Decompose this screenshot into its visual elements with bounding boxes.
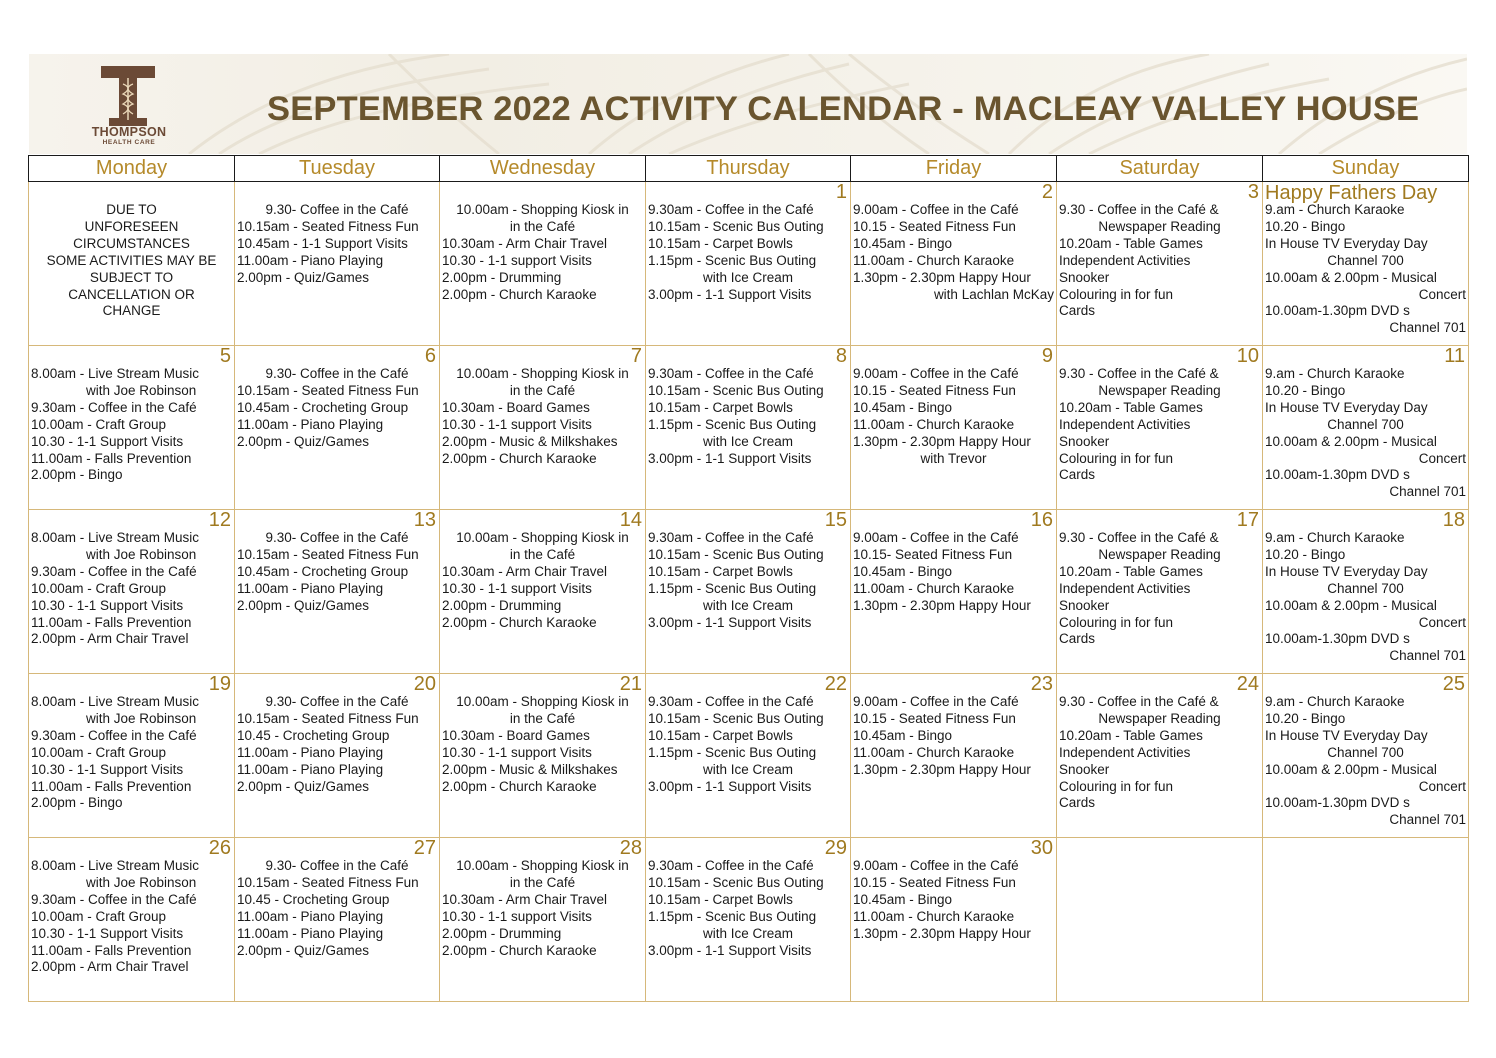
activity-line: 9.30am - Coffee in the Café (31, 399, 197, 415)
activity-line: Channel 700 (1327, 580, 1404, 596)
activity-line: DUE TO (106, 202, 157, 217)
activity-line: 10.15 - Seated Fitness Fun (853, 218, 1016, 234)
activity-line: 2.00pm - Church Karaoke (442, 286, 597, 302)
activity-line: 10.15 - Seated Fitness Fun (853, 874, 1016, 890)
activity-line: Channel 700 (1327, 252, 1404, 268)
activity-line: 1.15pm - Scenic Bus Outing (648, 744, 817, 760)
activity-line: 10.15am - Scenic Bus Outing (648, 382, 824, 398)
weekday-header-row (29, 156, 1469, 182)
day-number: 8 (835, 345, 847, 367)
calendar-day-cell (29, 510, 235, 674)
activity-line: Cards (1059, 795, 1096, 811)
activity-line: 2.00pm - Quiz/Games (237, 597, 370, 613)
activity-line: 11.00am - Piano Playing (237, 416, 384, 432)
activity-line: Snooker (1059, 597, 1110, 613)
day-number: 17 (1236, 509, 1259, 531)
activity-line: 9.am - Church Karaoke (1265, 202, 1405, 217)
activity-line: 1.15pm - Scenic Bus Outing (648, 252, 817, 268)
activity-line: Concert (1418, 778, 1466, 794)
activity-line: 10.20am - Table Games (1059, 399, 1203, 415)
activity-line: 2.00pm - Music & Milkshakes (442, 433, 618, 449)
activity-line: 1.30pm - 2.30pm Happy Hour (853, 433, 1031, 449)
day-number: 16 (1030, 509, 1053, 531)
activity-line: 10.45am - Crocheting Group (237, 399, 409, 415)
activity-line: 10.30 - 1-1 Support Visits (31, 761, 184, 777)
calendar-day-cell (851, 510, 1057, 674)
activity-line: Independent Activities (1059, 744, 1191, 760)
thompson-t-logo-icon (99, 64, 157, 130)
activity-line: 10.30am - Arm Chair Travel (442, 235, 608, 251)
activity-line: 2.00pm - Church Karaoke (442, 778, 597, 794)
activity-line: 2.00pm - Music & Milkshakes (442, 761, 618, 777)
calendar-day-cell (440, 674, 646, 838)
activity-calendar (28, 155, 1469, 1002)
activity-line: with Trevor (920, 450, 987, 466)
activity-line: 9.30 - Coffee in the Café & (1059, 530, 1219, 545)
activity-line: 10.30 - 1-1 Support Visits (31, 433, 184, 449)
day-number: 15 (824, 509, 847, 531)
activity-line: 1.30pm - 2.30pm Happy Hour (853, 761, 1031, 777)
calendar-day-cell (29, 838, 235, 1002)
activity-line: Independent Activities (1059, 252, 1191, 268)
calendar-day-cell (1057, 838, 1263, 1002)
activity-line: Colouring in for fun (1059, 778, 1174, 794)
day-number: 1 (835, 181, 847, 203)
activity-line: In House TV Everyday Day (1265, 563, 1428, 579)
activity-line: with Lachlan McKay (933, 286, 1054, 302)
calendar-day-cell (235, 838, 440, 1002)
activity-line: 9.am - Church Karaoke (1265, 694, 1405, 709)
activity-line: 1.30pm - 2.30pm Happy Hour (853, 269, 1031, 285)
activity-line: 10.15am - Scenic Bus Outing (648, 874, 824, 890)
activity-line: 9.30am - Coffee in the Café (648, 858, 814, 873)
calendar-week-row (29, 346, 1469, 510)
activity-line: Newspaper Reading (1098, 218, 1221, 234)
activity-line: 10.15am - Seated Fitness Fun (237, 874, 419, 890)
activity-line: 2.00pm - Church Karaoke (442, 942, 597, 958)
calendar-week-row (29, 838, 1469, 1002)
activity-line: 2.00pm - Quiz/Games (237, 433, 370, 449)
activity-line: Channel 701 (1389, 812, 1466, 828)
activity-line: 10.15am - Carpet Bowls (648, 727, 793, 743)
weekday-header: Thursday (646, 156, 851, 182)
day-number: 18 (1442, 509, 1465, 531)
activity-line: with Ice Cream (702, 761, 794, 777)
day-number: 5 (219, 345, 231, 367)
day-number: 22 (824, 673, 847, 695)
activity-line: with Joe Robinson (86, 546, 197, 562)
activity-line: 8.00am - Live Stream Music (31, 858, 200, 873)
activity-line: 9.30am - Coffee in the Café (648, 366, 814, 381)
calendar-day-cell (235, 346, 440, 510)
weekday-header: Friday (851, 156, 1057, 182)
activity-line: 9.30am - Coffee in the Café (648, 530, 814, 545)
activity-line: 10.20 - Bingo (1265, 710, 1346, 726)
activity-line: SUBJECT TO (89, 269, 174, 285)
activity-line: 10.00am & 2.00pm - Musical (1265, 433, 1437, 449)
activity-line: 10.20am - Table Games (1059, 235, 1203, 251)
activity-line: 11.00am - Church Karaoke (853, 416, 1015, 432)
weekday-header: Sunday (1263, 156, 1469, 182)
activity-line: 11.00am - Church Karaoke (853, 908, 1015, 924)
activity-line: CANCELLATION OR (68, 286, 195, 302)
activity-line: 3.00pm - 1-1 Support Visits (648, 942, 812, 958)
activity-line: 3.00pm - 1-1 Support Visits (648, 778, 812, 794)
day-number: 14 (619, 509, 642, 531)
activity-line: in the Café (509, 218, 576, 234)
activity-line: 10.00am - Craft Group (31, 744, 167, 760)
calendar-day-cell (235, 510, 440, 674)
activity-line: 2.00pm - Quiz/Games (237, 778, 370, 794)
activity-line: 10.00am & 2.00pm - Musical (1265, 269, 1437, 285)
calendar-day-cell (440, 182, 646, 346)
activity-line: 10.15am - Carpet Bowls (648, 399, 793, 415)
activity-line: 10.45am - Crocheting Group (237, 563, 409, 579)
day-number: 25 (1442, 673, 1465, 695)
weekday-header: Saturday (1057, 156, 1263, 182)
activity-line: 2.00pm - Arm Chair Travel (31, 631, 189, 647)
day-number: 21 (619, 673, 642, 695)
day-number: 7 (630, 345, 642, 367)
activity-line: 10.00am - Craft Group (31, 580, 167, 596)
activity-line: Concert (1418, 286, 1466, 302)
activity-line: with Ice Cream (702, 269, 794, 285)
activity-line: Independent Activities (1059, 580, 1191, 596)
activity-line: 8.00am - Live Stream Music (31, 530, 200, 545)
activity-line: 11.00am - Piano Playing (237, 908, 384, 924)
activity-line: 10.30am - Arm Chair Travel (442, 563, 608, 579)
activity-line: 10.45am - Bingo (853, 399, 953, 415)
activity-line: Channel 700 (1327, 744, 1404, 760)
activity-line: In House TV Everyday Day (1265, 399, 1428, 415)
activity-line: 10.15 - Seated Fitness Fun (853, 382, 1016, 398)
calendar-week-row (29, 182, 1469, 346)
activity-line: 9.30am - Coffee in the Café (648, 694, 814, 709)
activity-line: 1.15pm - Scenic Bus Outing (648, 580, 817, 596)
activity-line: 10.00am-1.30pm DVD s (1265, 631, 1410, 647)
calendar-week-row (29, 674, 1469, 838)
day-number: 24 (1236, 673, 1259, 695)
activity-line: 9.00am - Coffee in the Café (853, 858, 1019, 873)
calendar-day-cell (1263, 510, 1469, 674)
activity-line: CHANGE (102, 303, 161, 319)
activity-line: Snooker (1059, 269, 1110, 285)
activity-line: 2.00pm - Bingo (31, 795, 123, 811)
activity-line: 10.30am - Board Games (442, 727, 590, 743)
activity-line: 11.00am - Church Karaoke (853, 252, 1015, 268)
activity-line: 10.45am - Bingo (853, 891, 953, 907)
activity-line: 10.20 - Bingo (1265, 546, 1346, 562)
calendar-day-cell (235, 182, 440, 346)
activity-line: 8.00am - Live Stream Music (31, 366, 200, 381)
activity-line: 3.00pm - 1-1 Support Visits (648, 614, 812, 630)
activity-line: with Ice Cream (702, 597, 794, 613)
activity-line: 10.00am - Shopping Kiosk in (456, 202, 629, 217)
activity-line: 2.00pm - Church Karaoke (442, 450, 597, 466)
activity-line: 3.00pm - 1-1 Support Visits (648, 286, 812, 302)
activity-line: 11.00am - Piano Playing (237, 252, 384, 268)
activity-line: Newspaper Reading (1098, 382, 1221, 398)
activity-line: Channel 701 (1389, 320, 1466, 336)
activity-line: 10.00am & 2.00pm - Musical (1265, 597, 1437, 613)
activity-line: Cards (1059, 631, 1096, 647)
day-number: 11 (1444, 345, 1465, 367)
activity-line: 10.30 - 1-1 support Visits (442, 252, 592, 268)
header-banner (29, 54, 1467, 154)
activity-line: 10.00am-1.30pm DVD s (1265, 795, 1410, 811)
activity-line: 10.45am - 1-1 Support Visits (237, 235, 408, 251)
activity-line: Colouring in for fun (1059, 286, 1174, 302)
day-number: 20 (413, 673, 436, 695)
activity-line: 9.30 - Coffee in the Café & (1059, 366, 1219, 381)
activity-line: 10.00am - Shopping Kiosk in (456, 366, 629, 381)
calendar-day-cell (235, 674, 440, 838)
weekday-header: Tuesday (235, 156, 440, 182)
activity-line: 9.30 - Coffee in the Café & (1059, 202, 1219, 217)
activity-line: 10.00am-1.30pm DVD s (1265, 467, 1410, 483)
activity-line: 10.20am - Table Games (1059, 727, 1203, 743)
activity-line: UNFORESEEN (84, 218, 179, 234)
activity-line: Snooker (1059, 761, 1110, 777)
activity-line: Colouring in for fun (1059, 450, 1174, 466)
calendar-day-cell (1057, 182, 1263, 346)
activity-line: 11.00am - Falls Prevention (31, 614, 192, 630)
weekday-header: Monday (29, 156, 235, 182)
day-number: 10 (1236, 345, 1259, 367)
activity-line: Channel 701 (1389, 484, 1466, 500)
activity-line: with Joe Robinson (86, 710, 197, 726)
activity-line: 10.30 - 1-1 support Visits (442, 908, 592, 924)
activity-line: 11.00am - Falls Prevention (31, 778, 192, 794)
activity-line: 10.00am-1.30pm DVD s (1265, 303, 1410, 319)
activity-line: 9.30- Coffee in the Café (265, 202, 409, 217)
activity-line: 9.30am - Coffee in the Café (31, 891, 197, 907)
day-number: 12 (208, 509, 231, 531)
activity-line: 9.30am - Coffee in the Café (31, 563, 197, 579)
activity-line: 11.00am - Piano Playing (237, 744, 384, 760)
activity-line: Cards (1059, 303, 1096, 319)
page-title: SEPTEMBER 2022 ACTIVITY CALENDAR - MACLEAY VALLEY HOUSE (267, 90, 1420, 128)
calendar-day-cell (851, 674, 1057, 838)
calendar-day-cell (440, 838, 646, 1002)
activity-line: 10.15 - Seated Fitness Fun (853, 710, 1016, 726)
activity-line: 2.00pm - Drumming (442, 597, 562, 613)
calendar-day-cell (440, 346, 646, 510)
activity-line: 11.00am - Church Karaoke (853, 580, 1015, 596)
activity-line: 10.45am - Bingo (853, 563, 953, 579)
activity-line: 10.30 - 1-1 Support Visits (31, 925, 184, 941)
calendar-day-cell (646, 838, 851, 1002)
activity-line: 10.15am - Carpet Bowls (648, 563, 793, 579)
logo-brand-subtitle: HEALTH CARE (102, 139, 156, 146)
activity-line: 11.00am - Church Karaoke (853, 744, 1015, 760)
activity-line: 10.15am - Seated Fitness Fun (237, 382, 419, 398)
activity-line: 9.30- Coffee in the Café (265, 530, 409, 545)
activity-line: 3.00pm - 1-1 Support Visits (648, 450, 812, 466)
activity-line: 9.30am - Coffee in the Café (31, 727, 197, 743)
activity-line: 10.00am - Shopping Kiosk in (456, 858, 629, 873)
activity-line: 2.00pm - Drumming (442, 269, 562, 285)
activity-line: 9.00am - Coffee in the Café (853, 694, 1019, 709)
activity-line: Concert (1418, 450, 1466, 466)
activity-line: 2.00pm - Quiz/Games (237, 269, 370, 285)
activity-line: 1.30pm - 2.30pm Happy Hour (853, 925, 1031, 941)
activity-line: 2.00pm - Quiz/Games (237, 942, 370, 958)
activity-line: 9.30- Coffee in the Café (265, 858, 409, 873)
activity-line: Cards (1059, 467, 1096, 483)
calendar-day-cell (646, 510, 851, 674)
activity-line: 11.00am - Falls Prevention (31, 942, 192, 958)
activity-line: 10.15am - Scenic Bus Outing (648, 546, 824, 562)
calendar-day-cell (646, 182, 851, 346)
activity-line: 10.45am - Bingo (853, 727, 953, 743)
special-occasion-label: Happy Fathers Day (1265, 182, 1438, 204)
day-number: 29 (824, 837, 847, 859)
activity-line: 10.30 - 1-1 Support Visits (31, 597, 184, 613)
calendar-day-cell (1057, 346, 1263, 510)
calendar-day-cell (1263, 674, 1469, 838)
activity-line: 1.15pm - Scenic Bus Outing (648, 416, 817, 432)
activity-line: with Joe Robinson (86, 874, 197, 890)
day-number: 2 (1041, 181, 1053, 203)
calendar-day-cell (440, 510, 646, 674)
activity-line: 10.30am - Board Games (442, 399, 590, 415)
calendar-day-cell (1057, 510, 1263, 674)
activity-line: 10.00am - Craft Group (31, 416, 167, 432)
activity-line: Newspaper Reading (1098, 710, 1221, 726)
activity-line: 9.am - Church Karaoke (1265, 366, 1405, 381)
activity-line: 10.20 - Bingo (1265, 218, 1346, 234)
day-number: 28 (619, 837, 642, 859)
activity-line: 2.00pm - Drumming (442, 925, 562, 941)
activity-line: 9.00am - Coffee in the Café (853, 530, 1019, 545)
activity-line: 9.30- Coffee in the Café (265, 366, 409, 381)
activity-line: with Ice Cream (702, 433, 794, 449)
company-logo (85, 64, 185, 152)
calendar-day-cell (1263, 182, 1469, 346)
calendar-week-row (29, 510, 1469, 674)
activity-line: 10.15am - Scenic Bus Outing (648, 710, 824, 726)
day-number: 19 (208, 673, 231, 695)
activity-line: 10.00am - Shopping Kiosk in (456, 694, 629, 709)
day-number: 23 (1030, 673, 1053, 695)
activity-line: Concert (1418, 614, 1466, 630)
activity-line: Independent Activities (1059, 416, 1191, 432)
activity-line: 10.15am - Seated Fitness Fun (237, 218, 419, 234)
activity-line: 8.00am - Live Stream Music (31, 694, 200, 709)
day-number: 13 (413, 509, 436, 531)
calendar-day-cell (851, 346, 1057, 510)
activity-line: 2.00pm - Arm Chair Travel (31, 959, 189, 975)
activity-line: in the Café (509, 382, 576, 398)
day-number: 3 (1247, 181, 1259, 203)
calendar-day-cell (646, 674, 851, 838)
activity-line: with Joe Robinson (86, 382, 197, 398)
activity-line: 10.15am - Scenic Bus Outing (648, 218, 824, 234)
weekday-header: Wednesday (440, 156, 646, 182)
day-number: 6 (424, 345, 436, 367)
activity-line: in the Café (509, 546, 576, 562)
activity-line: 9.30am - Coffee in the Café (648, 202, 814, 217)
activity-line: in the Café (509, 874, 576, 890)
activity-line: 1.15pm - Scenic Bus Outing (648, 908, 817, 924)
activity-line: 10.45 - Crocheting Group (237, 727, 390, 743)
activity-line: Colouring in for fun (1059, 614, 1174, 630)
activity-line: 10.15am - Carpet Bowls (648, 891, 793, 907)
calendar-day-cell (851, 182, 1057, 346)
activity-line: 10.15am - Seated Fitness Fun (237, 710, 419, 726)
activity-line: Channel 701 (1389, 648, 1466, 664)
activity-line: Channel 700 (1327, 416, 1404, 432)
activity-line: CIRCUMSTANCES (73, 235, 190, 251)
activity-line: Newspaper Reading (1098, 546, 1221, 562)
activity-line: 10.30 - 1-1 support Visits (442, 744, 592, 760)
calendar-day-cell (646, 346, 851, 510)
activity-line: 10.15am - Carpet Bowls (648, 235, 793, 251)
calendar-day-cell (29, 182, 235, 346)
activity-line: 10.15- Seated Fitness Fun (853, 546, 1013, 562)
calendar-day-cell (1263, 838, 1469, 1002)
activity-line: 11.00am - Piano Playing (237, 761, 384, 777)
activity-line: 2.00pm - Church Karaoke (442, 614, 597, 630)
calendar-day-cell (29, 674, 235, 838)
calendar-day-cell (29, 346, 235, 510)
calendar-day-cell (1057, 674, 1263, 838)
activity-line: 10.45am - Bingo (853, 235, 953, 251)
day-number: 26 (208, 837, 231, 859)
day-number: 27 (413, 837, 436, 859)
activity-line: 10.00am - Shopping Kiosk in (456, 530, 629, 545)
activity-line: 11.00am - Falls Prevention (31, 450, 192, 466)
calendar-day-cell (1263, 346, 1469, 510)
activity-line: 9.00am - Coffee in the Café (853, 366, 1019, 381)
logo-brand-name: THOMPSON (91, 125, 167, 139)
activity-line: 2.00pm - Bingo (31, 467, 123, 483)
activity-line: Snooker (1059, 433, 1110, 449)
day-number: 9 (1041, 345, 1053, 367)
activity-line: in the Café (509, 710, 576, 726)
activity-line: 10.30 - 1-1 support Visits (442, 416, 592, 432)
activity-line: 10.20 - Bingo (1265, 382, 1346, 398)
activity-line: 10.15am - Seated Fitness Fun (237, 546, 419, 562)
activity-line: 10.30 - 1-1 support Visits (442, 580, 592, 596)
day-number: 30 (1030, 837, 1053, 859)
calendar-day-cell (851, 838, 1057, 1002)
activity-line: 11.00am - Piano Playing (237, 925, 384, 941)
activity-line: 10.45 - Crocheting Group (237, 891, 390, 907)
activity-line: 9.00am - Coffee in the Café (853, 202, 1019, 217)
activity-line: 10.00am - Craft Group (31, 908, 167, 924)
activity-line: In House TV Everyday Day (1265, 727, 1428, 743)
activity-line: 1.30pm - 2.30pm Happy Hour (853, 597, 1031, 613)
activity-line: 11.00am - Piano Playing (237, 580, 384, 596)
activity-line: 9.30 - Coffee in the Café & (1059, 694, 1219, 709)
activity-line: with Ice Cream (702, 925, 794, 941)
activity-line: SOME ACTIVITIES MAY BE (46, 252, 217, 268)
activity-line: 10.00am & 2.00pm - Musical (1265, 761, 1437, 777)
activity-line: 10.30am - Arm Chair Travel (442, 891, 608, 907)
activity-line: 10.20am - Table Games (1059, 563, 1203, 579)
activity-line: In House TV Everyday Day (1265, 235, 1428, 251)
activity-line: 9.30- Coffee in the Café (265, 694, 409, 709)
activity-line: 9.am - Church Karaoke (1265, 530, 1405, 545)
